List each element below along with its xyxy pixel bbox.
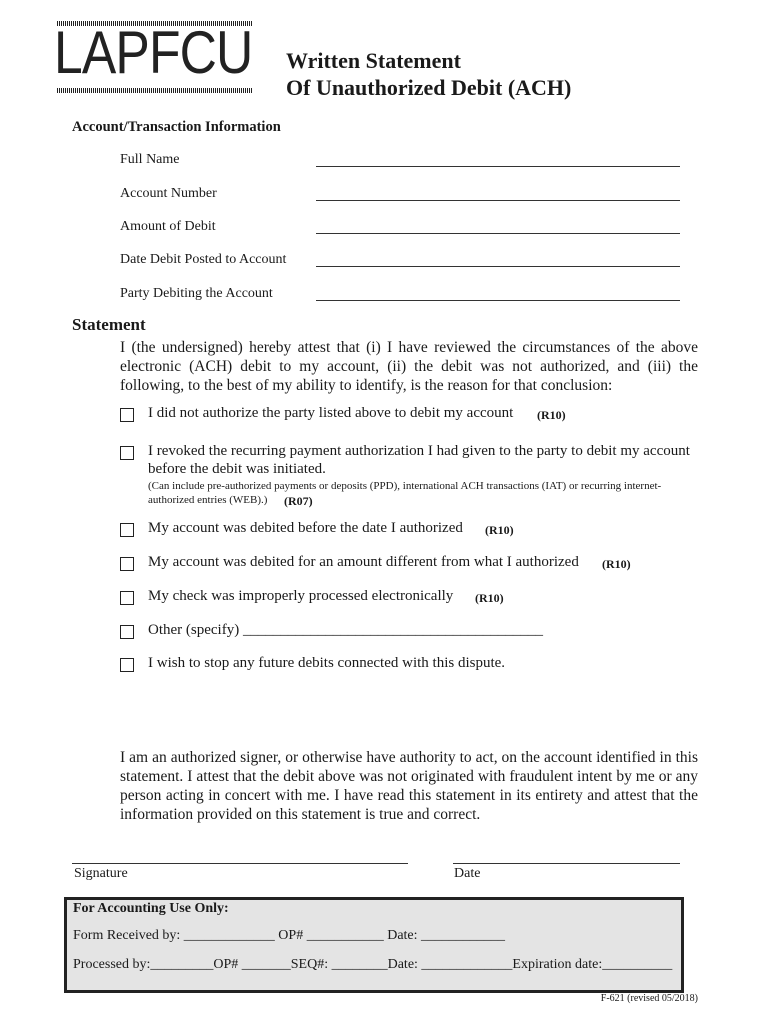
statement-heading: Statement [72, 315, 146, 334]
option-different-amount-checkbox[interactable] [120, 557, 134, 571]
option-not-authorized-checkbox[interactable] [120, 408, 134, 422]
option-debited-early-code: (R10) [485, 523, 514, 537]
signature-label: Signature [74, 866, 128, 881]
accounting-box [64, 897, 684, 993]
account-section-heading: Account/Transaction Information [72, 119, 281, 135]
logo: LAPFCU [54, 19, 253, 86]
account-number-label: Account Number [120, 186, 217, 201]
amount-of-debit-label: Amount of Debit [120, 219, 216, 234]
signature-line[interactable] [72, 863, 408, 864]
date-debit-posted-label: Date Debit Posted to Account [120, 252, 287, 267]
option-debited-early-checkbox[interactable] [120, 523, 134, 537]
logo-bottom-bar [57, 88, 253, 93]
date-line[interactable] [453, 863, 680, 864]
option-revoked-note: (Can include pre-authorized payments or deposits (PPD), international ACH transactions (IAT) or recurring internet- [148, 480, 662, 492]
option-revoked-label: I revoked the recurring payment authorization I had given to the party to debit my account [148, 443, 690, 459]
full-name-label: Full Name [120, 152, 180, 167]
full-name-field[interactable] [316, 166, 680, 167]
option-revoked-note-cont: authorized entries (WEB).) [148, 494, 268, 506]
option-check-processed-code: (R10) [475, 591, 504, 605]
accounting-row-processed: Processed by:_________OP# _______SEQ#: ________Date: _____________Expiration date:__________ [73, 957, 673, 972]
form-id: F-621 (revised 05/2018) [600, 993, 698, 1004]
option-different-amount-code: (R10) [602, 557, 631, 571]
option-debited-early-label: My account was debited before the date I authorized [148, 520, 463, 536]
option-revoked-checkbox[interactable] [120, 446, 134, 460]
statement-intro: I (the undersigned) hereby attest that (i) I have reviewed the circumstances of the above electronic (ACH) debit to my account, (ii) the debit was not authorized, and (iii) the following, to the best of my ability to identify, is the reason for that conclusion: [120, 339, 698, 394]
option-stop-future-checkbox[interactable] [120, 658, 134, 672]
option-check-processed-label: My check was improperly processed electronically [148, 588, 454, 604]
attestation-text: I am an authorized signer, or otherwise have authority to act, on the account identified in this statement. I attest that the debit above was not originated with fraudulent intent by me or any person acting in concert with me. I have read this statement in its entirety and attest that the information provided on this statement is true and correct. [120, 749, 698, 823]
option-other-checkbox[interactable] [120, 625, 134, 639]
accounting-heading: For Accounting Use Only: [73, 901, 229, 916]
option-different-amount-label: My account was debited for an amount different from what I authorized [148, 554, 579, 570]
account-number-field[interactable] [316, 200, 680, 201]
option-revoked-code: (R07) [284, 494, 313, 508]
page-title-line1: Written Statement [286, 48, 461, 73]
option-revoked-label-cont: before the debit was initiated. [148, 461, 326, 477]
page-title-line2: Of Unauthorized Debit (ACH) [286, 75, 572, 100]
amount-of-debit-field[interactable] [316, 233, 680, 234]
option-check-processed-checkbox[interactable] [120, 591, 134, 605]
option-not-authorized-label: I did not authorize the party listed above to debit my account [148, 405, 514, 421]
option-not-authorized-code: (R10) [537, 408, 566, 422]
option-other-label: Other (specify) ________________________________________ [148, 622, 543, 638]
date-debit-posted-field[interactable] [316, 266, 680, 267]
accounting-row-received: Form Received by: _____________ OP# ___________ Date: ____________ [73, 928, 506, 943]
date-label: Date [454, 866, 481, 881]
party-debiting-field[interactable] [316, 300, 680, 301]
option-stop-future-label: I wish to stop any future debits connected with this dispute. [148, 655, 506, 671]
party-debiting-label: Party Debiting the Account [120, 286, 273, 301]
